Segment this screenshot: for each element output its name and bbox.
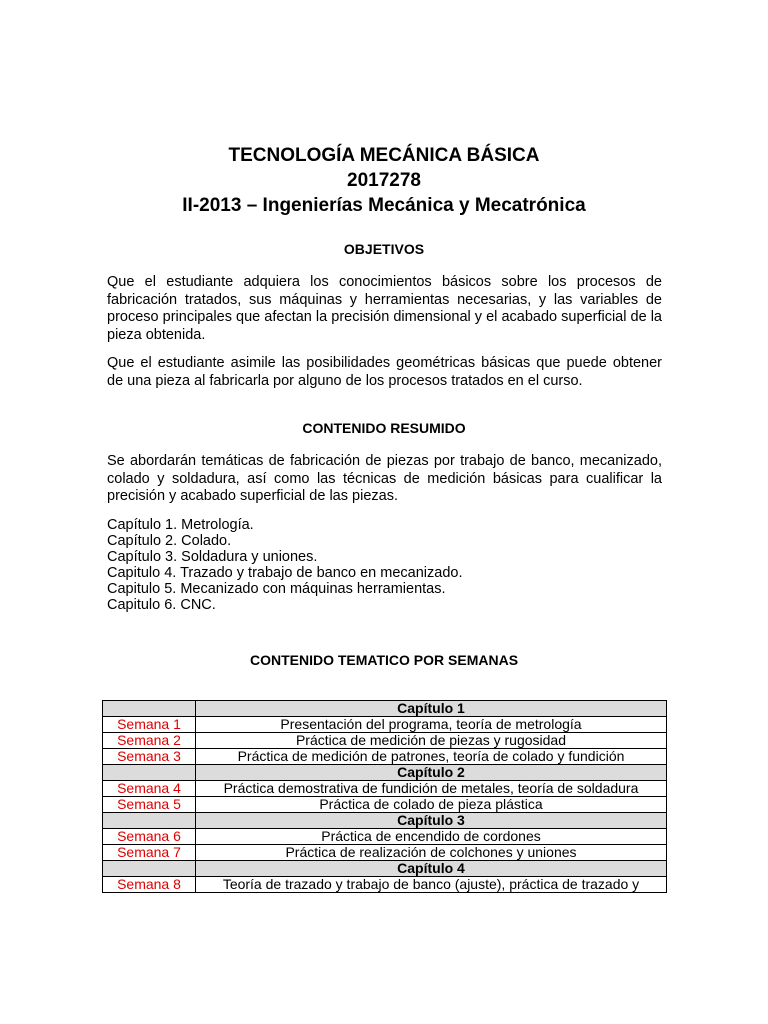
- chapter-item: Capitulo 5. Mecanizado con máquinas herramientas.: [107, 581, 446, 597]
- description-cell: Práctica de colado de pieza plástica: [196, 797, 667, 813]
- title-block: [0, 143, 768, 218]
- table-row: [103, 701, 667, 717]
- description-cell: Práctica de encendido de cordones: [196, 829, 667, 845]
- table-row: [103, 797, 667, 813]
- table-row: [103, 733, 667, 749]
- chapter-item: Capitulo 4. Trazado y trabajo de banco en mecanizado.: [107, 565, 463, 581]
- week-cell: Semana 4: [103, 781, 196, 797]
- resumen-paragraph: Se abordarán temáticas de fabricación de piezas por trabajo de banco, mecanizado, colado y soldadura, así como las técnicas de medición básicas para cualificar la precisión y acabado superficial de las piezas.: [107, 453, 662, 504]
- tematico-heading: CONTENIDO TEMATICO POR SEMANAS: [249, 652, 519, 668]
- course-subtitle: II-2013 – Ingenierías Mecánica y Mecatrónica: [182, 195, 586, 216]
- course-title: TECNOLOGÍA MECÁNICA BÁSICA: [228, 145, 540, 166]
- description-cell: Teoría de trazado y trabajo de banco (ajuste), práctica de trazado y: [196, 877, 667, 893]
- table-row: [103, 877, 667, 893]
- chapter-cell: Capítulo 4: [196, 861, 667, 877]
- description-cell: Práctica de medición de piezas y rugosidad: [196, 733, 667, 749]
- chapter-cell: Capítulo 1: [196, 701, 667, 717]
- objetivos-paragraph-1: Que el estudiante adquiera los conocimientos básicos sobre los procesos de fabricación tratados, sus máquinas y herramientas necesarias, y las variables de proceso principales que afectan la precisión dimensional y el acabado superficial de la pieza obtenida.: [107, 274, 662, 343]
- table-row: [103, 829, 667, 845]
- description-cell: Práctica de medición de patrones, teoría de colado y fundición: [196, 749, 667, 765]
- description-cell: Práctica de realización de colchones y uniones: [196, 845, 667, 861]
- objetivos-heading: OBJETIVOS: [343, 241, 425, 257]
- chapter-item: Capítulo 3. Soldadura y uniones.: [107, 549, 318, 565]
- description-cell: Práctica demostrativa de fundición de metales, teoría de soldadura: [196, 781, 667, 797]
- table-row: [103, 845, 667, 861]
- chapter-item: Capitulo 6. CNC.: [107, 597, 216, 613]
- table-row: [103, 781, 667, 797]
- week-cell: Semana 5: [103, 797, 196, 813]
- week-cell: Semana 2: [103, 733, 196, 749]
- resumen-heading: CONTENIDO RESUMIDO: [302, 420, 466, 436]
- week-cell: [103, 813, 196, 829]
- week-cell: [103, 765, 196, 781]
- objetivos-paragraph-2: Que el estudiante asimile las posibilidades geométricas básicas que puede obtener de una pieza al fabricarla por alguno de los procesos tratados en el curso.: [107, 355, 662, 389]
- week-cell: Semana 1: [103, 717, 196, 733]
- table-row: [103, 717, 667, 733]
- description-cell: Presentación del programa, teoría de metrología: [196, 717, 667, 733]
- table-row: [103, 813, 667, 829]
- chapter-cell: Capítulo 3: [196, 813, 667, 829]
- weekly-content-table: [102, 700, 667, 893]
- course-code: 2017278: [347, 170, 421, 191]
- week-cell: [103, 701, 196, 717]
- chapter-cell: Capítulo 2: [196, 765, 667, 781]
- chapter-item: Capítulo 2. Colado.: [107, 533, 232, 549]
- chapter-list: [107, 517, 462, 613]
- week-cell: [103, 861, 196, 877]
- week-cell: Semana 8: [103, 877, 196, 893]
- chapter-item: Capítulo 1. Metrología.: [107, 517, 254, 533]
- table-row: [103, 765, 667, 781]
- table-row: [103, 749, 667, 765]
- table-row: [103, 861, 667, 877]
- week-cell: Semana 3: [103, 749, 196, 765]
- week-cell: Semana 7: [103, 845, 196, 861]
- week-cell: Semana 6: [103, 829, 196, 845]
